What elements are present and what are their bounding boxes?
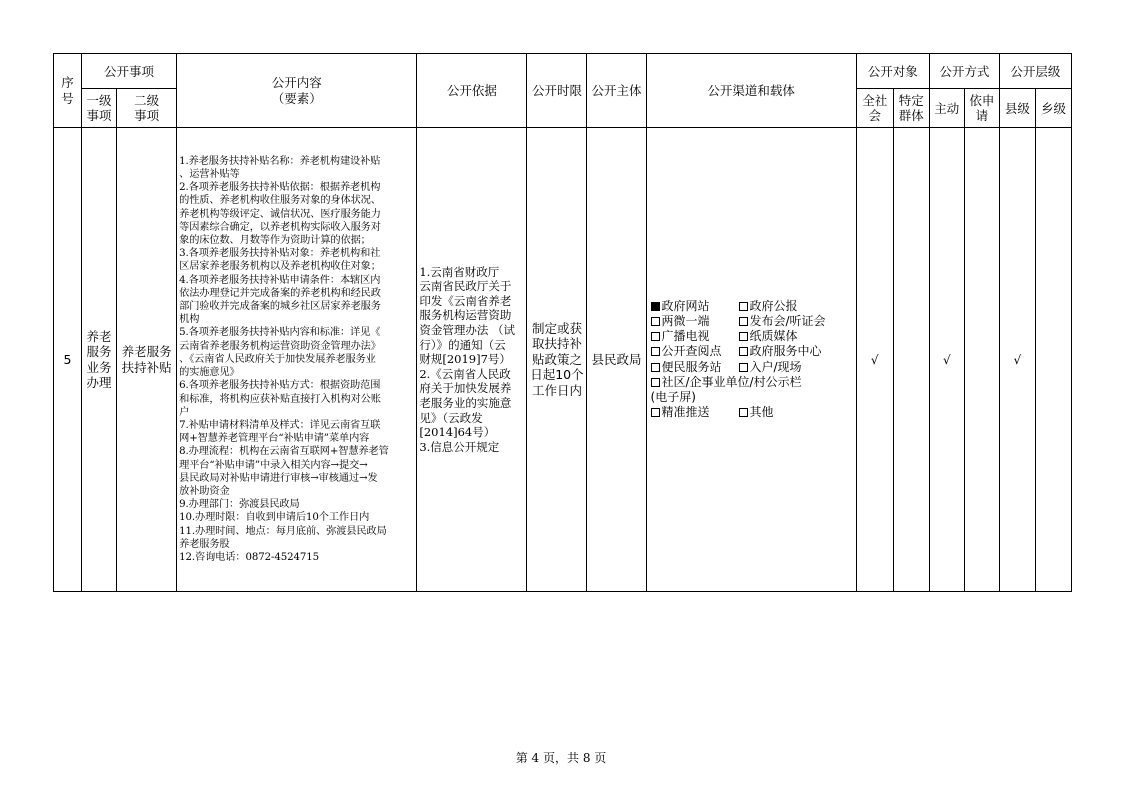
channel-label: 入户/现场	[749, 359, 802, 374]
check-mark: √	[870, 352, 879, 367]
content-line: 理平台“补贴申请”中录入相关内容→提交→	[179, 459, 368, 471]
unchecked-box-icon	[651, 317, 660, 326]
basis-line: 2.《云南省人民政	[419, 366, 511, 381]
channel-row	[651, 390, 852, 405]
content-line: 5.各项养老服务扶持补贴内容和标准：详见《	[179, 327, 381, 339]
content-line: 养老机构等级评定、诚信状况、医疗服务能力	[179, 208, 381, 220]
channel-option	[739, 344, 827, 359]
row-level1-line: 养老	[86, 328, 112, 344]
row-time-limit-line: 工作日内	[531, 382, 582, 398]
content-line: 12.咨询电话：0872-4524715	[179, 551, 319, 563]
channel-option	[651, 314, 739, 329]
row-level-county	[999, 128, 1035, 592]
content-line: 2.各项养老服务扶持补贴依据：根据养老机构	[179, 182, 381, 194]
disclosure-table	[53, 53, 1072, 592]
basis-line: 印发《云南省养老	[419, 293, 512, 308]
header-target-specific-line: 特定	[898, 92, 924, 108]
header-basis: 公开依据	[417, 54, 527, 128]
content-line: 的性质、养老机构收住服务对象的身体状况、	[179, 195, 381, 207]
unchecked-box-icon	[739, 332, 748, 341]
checked-box-icon	[651, 302, 660, 311]
unchecked-box-icon	[651, 378, 660, 387]
content-line: 依法办理登记并完成备案的养老机构和经民政	[179, 287, 381, 299]
header-target-public-line: 会	[868, 108, 881, 123]
unchecked-box-icon	[651, 347, 660, 356]
channel-option	[739, 405, 827, 420]
row-time-limit-line: 制定或获	[531, 320, 582, 336]
channel-option	[651, 344, 739, 359]
check-mark: √	[1013, 352, 1022, 367]
content-line: 、运营补贴等	[179, 169, 240, 181]
header-seq-line: 号	[61, 90, 74, 106]
channel-option	[739, 314, 827, 329]
row-time-limit-line: 取扶持补	[531, 336, 582, 352]
channel-label: 公开查阅点	[661, 344, 722, 359]
row-level2-line: 扶持补贴	[121, 359, 172, 375]
content-line: 11.办理时间、地点：每月底前、弥渡县民政局	[179, 525, 387, 537]
channel-option	[651, 375, 802, 390]
unchecked-box-icon	[739, 363, 748, 372]
header-content	[177, 54, 417, 128]
content-line: 户	[179, 406, 190, 418]
row-level1	[82, 128, 117, 592]
channel-option	[651, 360, 739, 375]
header-target-public-line: 全社	[862, 92, 888, 108]
row-time-limit-line: 日起10个	[530, 367, 584, 383]
row-method-request	[964, 128, 999, 592]
header-level1	[82, 89, 117, 128]
header-level-county: 县级	[999, 89, 1035, 128]
row-seq: 5	[54, 128, 82, 592]
row-level1-line: 业务	[86, 359, 112, 375]
header-method-request-line: 请	[975, 108, 989, 123]
header-content-title: 公开内容	[271, 75, 322, 90]
basis-line: [2014]64号）	[419, 425, 496, 440]
basis-line: 资金管理办法 （试	[419, 323, 515, 338]
channel-option	[651, 405, 739, 420]
content-line: 的实施意见》	[179, 367, 240, 379]
content-line: 4.各项养老服务扶持补贴申请条件：本辖区内	[179, 274, 381, 286]
content-line: 县民政局对补贴申请进行审核→审核通过→发	[179, 472, 378, 484]
unchecked-box-icon	[739, 317, 748, 326]
channel-row	[651, 375, 852, 390]
unchecked-box-icon	[651, 363, 660, 372]
row-time-limit	[527, 128, 587, 592]
content-line: 、《云南省人民政府关于加快发展养老服务业	[179, 353, 376, 365]
channel-label: (电子屏)	[650, 389, 696, 404]
content-line: 等因素综合确定，以养老机构实际收入服务对	[179, 221, 381, 233]
header-level2-line: 事项	[134, 108, 160, 123]
content-line: 3.各项养老服务扶持补贴对象：养老机构和社	[179, 248, 381, 260]
header-level1-line: 一级	[86, 92, 112, 108]
row-time-limit-line: 贴政策之	[531, 351, 582, 367]
content-line: 6.各项养老服务扶持补贴方式：根据资助范围	[179, 380, 381, 392]
unchecked-box-icon	[739, 302, 748, 311]
row-level2-line: 养老服务	[121, 344, 172, 359]
unchecked-box-icon	[651, 332, 660, 341]
content-line: 区居家养老服务机构以及养老机构收住对象；	[179, 261, 381, 273]
header-level-township: 乡级	[1035, 89, 1071, 128]
row-level1-line: 服务	[86, 344, 112, 359]
channel-label: 政府服务中心	[749, 344, 822, 359]
channel-label: 精准推送	[661, 405, 710, 420]
channel-row	[651, 405, 852, 420]
channel-row	[651, 299, 852, 314]
channel-option	[651, 329, 739, 344]
header-method-request	[964, 89, 999, 128]
row-level-township	[1035, 128, 1071, 592]
content-line: 10.办理时限：自收到申请后10个工作日内	[179, 512, 370, 524]
basis-line: 1.云南省财政厅	[419, 264, 500, 279]
unchecked-box-icon	[739, 408, 748, 417]
content-line: 7.补贴申请材料清单及样式：详见云南省互联	[179, 419, 381, 431]
channel-label: 发布会/听证会	[749, 313, 826, 328]
row-method-active	[929, 128, 964, 592]
basis-line: 财规[2019]7号）	[419, 352, 511, 367]
channel-option	[739, 299, 827, 314]
basis-line: 服务机构运营资助	[419, 308, 512, 323]
page-footer: 第 4 页，共 8 页	[515, 751, 607, 765]
content-line: 养老服务股	[179, 538, 230, 550]
row-level1-line: 办理	[86, 375, 112, 390]
channel-label: 政府网站	[661, 298, 710, 313]
header-seq	[54, 54, 82, 128]
row-content	[177, 128, 417, 592]
header-time-limit: 公开时限	[527, 54, 587, 128]
row-channels	[646, 128, 856, 592]
row-target-specific	[893, 128, 929, 592]
header-target-specific-line: 群体	[898, 108, 924, 123]
channel-label: 政府公报	[749, 298, 798, 313]
content-line: 部门验收并完成备案的城乡社区居家养老服务	[179, 301, 381, 313]
row-subject: 县民政局	[587, 128, 646, 592]
header-level1-line: 事项	[86, 108, 112, 123]
channel-label: 社区/企事业单位/村公示栏	[661, 374, 802, 389]
channel-label: 便民服务站	[661, 359, 722, 374]
channel-label: 纸质媒体	[749, 329, 798, 344]
content-line: 1.养老服务扶持补贴名称：养老机构建设补贴	[179, 155, 381, 167]
header-level2-line: 二级	[134, 92, 160, 108]
check-mark: √	[942, 352, 951, 367]
channel-label: 广播电视	[661, 329, 710, 344]
channel-label: 其他	[749, 405, 774, 420]
content-line: 8.办理流程：机构在云南省互联网+智慧养老管	[179, 446, 389, 458]
channel-option	[651, 299, 739, 314]
basis-line: 老服务业的实施意	[419, 395, 512, 410]
header-matter: 公开事项	[82, 54, 177, 89]
channel-row	[651, 360, 852, 375]
header-target: 公开对象	[856, 54, 929, 89]
header-level: 公开层级	[999, 54, 1071, 89]
header-target-specific	[893, 89, 929, 128]
content-line: 放补助资金	[179, 485, 230, 497]
content-line: 和标准，将机构应获补贴直接打入机构对公账	[179, 393, 381, 405]
header-method: 公开方式	[929, 54, 999, 89]
basis-line: 见》（云政发	[419, 410, 483, 425]
channel-option	[651, 390, 696, 405]
basis-line: 3.信息公开规定	[419, 439, 500, 454]
channel-row	[651, 314, 852, 329]
header-method-request-line: 依申	[969, 92, 995, 108]
basis-line: 云南省民政厅关于	[419, 279, 512, 294]
channel-label: 两微一端	[661, 313, 710, 328]
basis-line: 行）》的通知（云	[419, 337, 506, 352]
unchecked-box-icon	[651, 408, 660, 417]
content-line: 云南省养老服务机构运营资助资金管理办法》	[179, 340, 381, 352]
header-channels: 公开渠道和载体	[646, 54, 856, 128]
header-method-active: 主动	[929, 89, 964, 128]
basis-line: 府关于加快发展养	[419, 381, 512, 396]
channel-option	[739, 329, 827, 344]
content-line: 机构	[179, 314, 200, 326]
row-target-public	[856, 128, 893, 592]
unchecked-box-icon	[739, 347, 748, 356]
row-basis	[417, 128, 527, 592]
content-line: 9.办理部门：弥渡县民政局	[179, 499, 300, 511]
content-line: 网+智慧养老管理平台“补贴申请”菜单内容	[179, 433, 370, 445]
header-target-public	[856, 89, 893, 128]
channel-row	[651, 344, 852, 359]
header-seq-line: 序	[61, 75, 74, 90]
header-level2	[117, 89, 177, 128]
channel-row	[651, 329, 852, 344]
channel-option	[739, 360, 827, 375]
content-line: 象的床位数、月数等作为资助计算的依据；	[179, 235, 371, 247]
row-level2	[117, 128, 177, 592]
header-content-subtitle: （要素）	[271, 90, 322, 106]
header-subject: 公开主体	[587, 54, 646, 128]
